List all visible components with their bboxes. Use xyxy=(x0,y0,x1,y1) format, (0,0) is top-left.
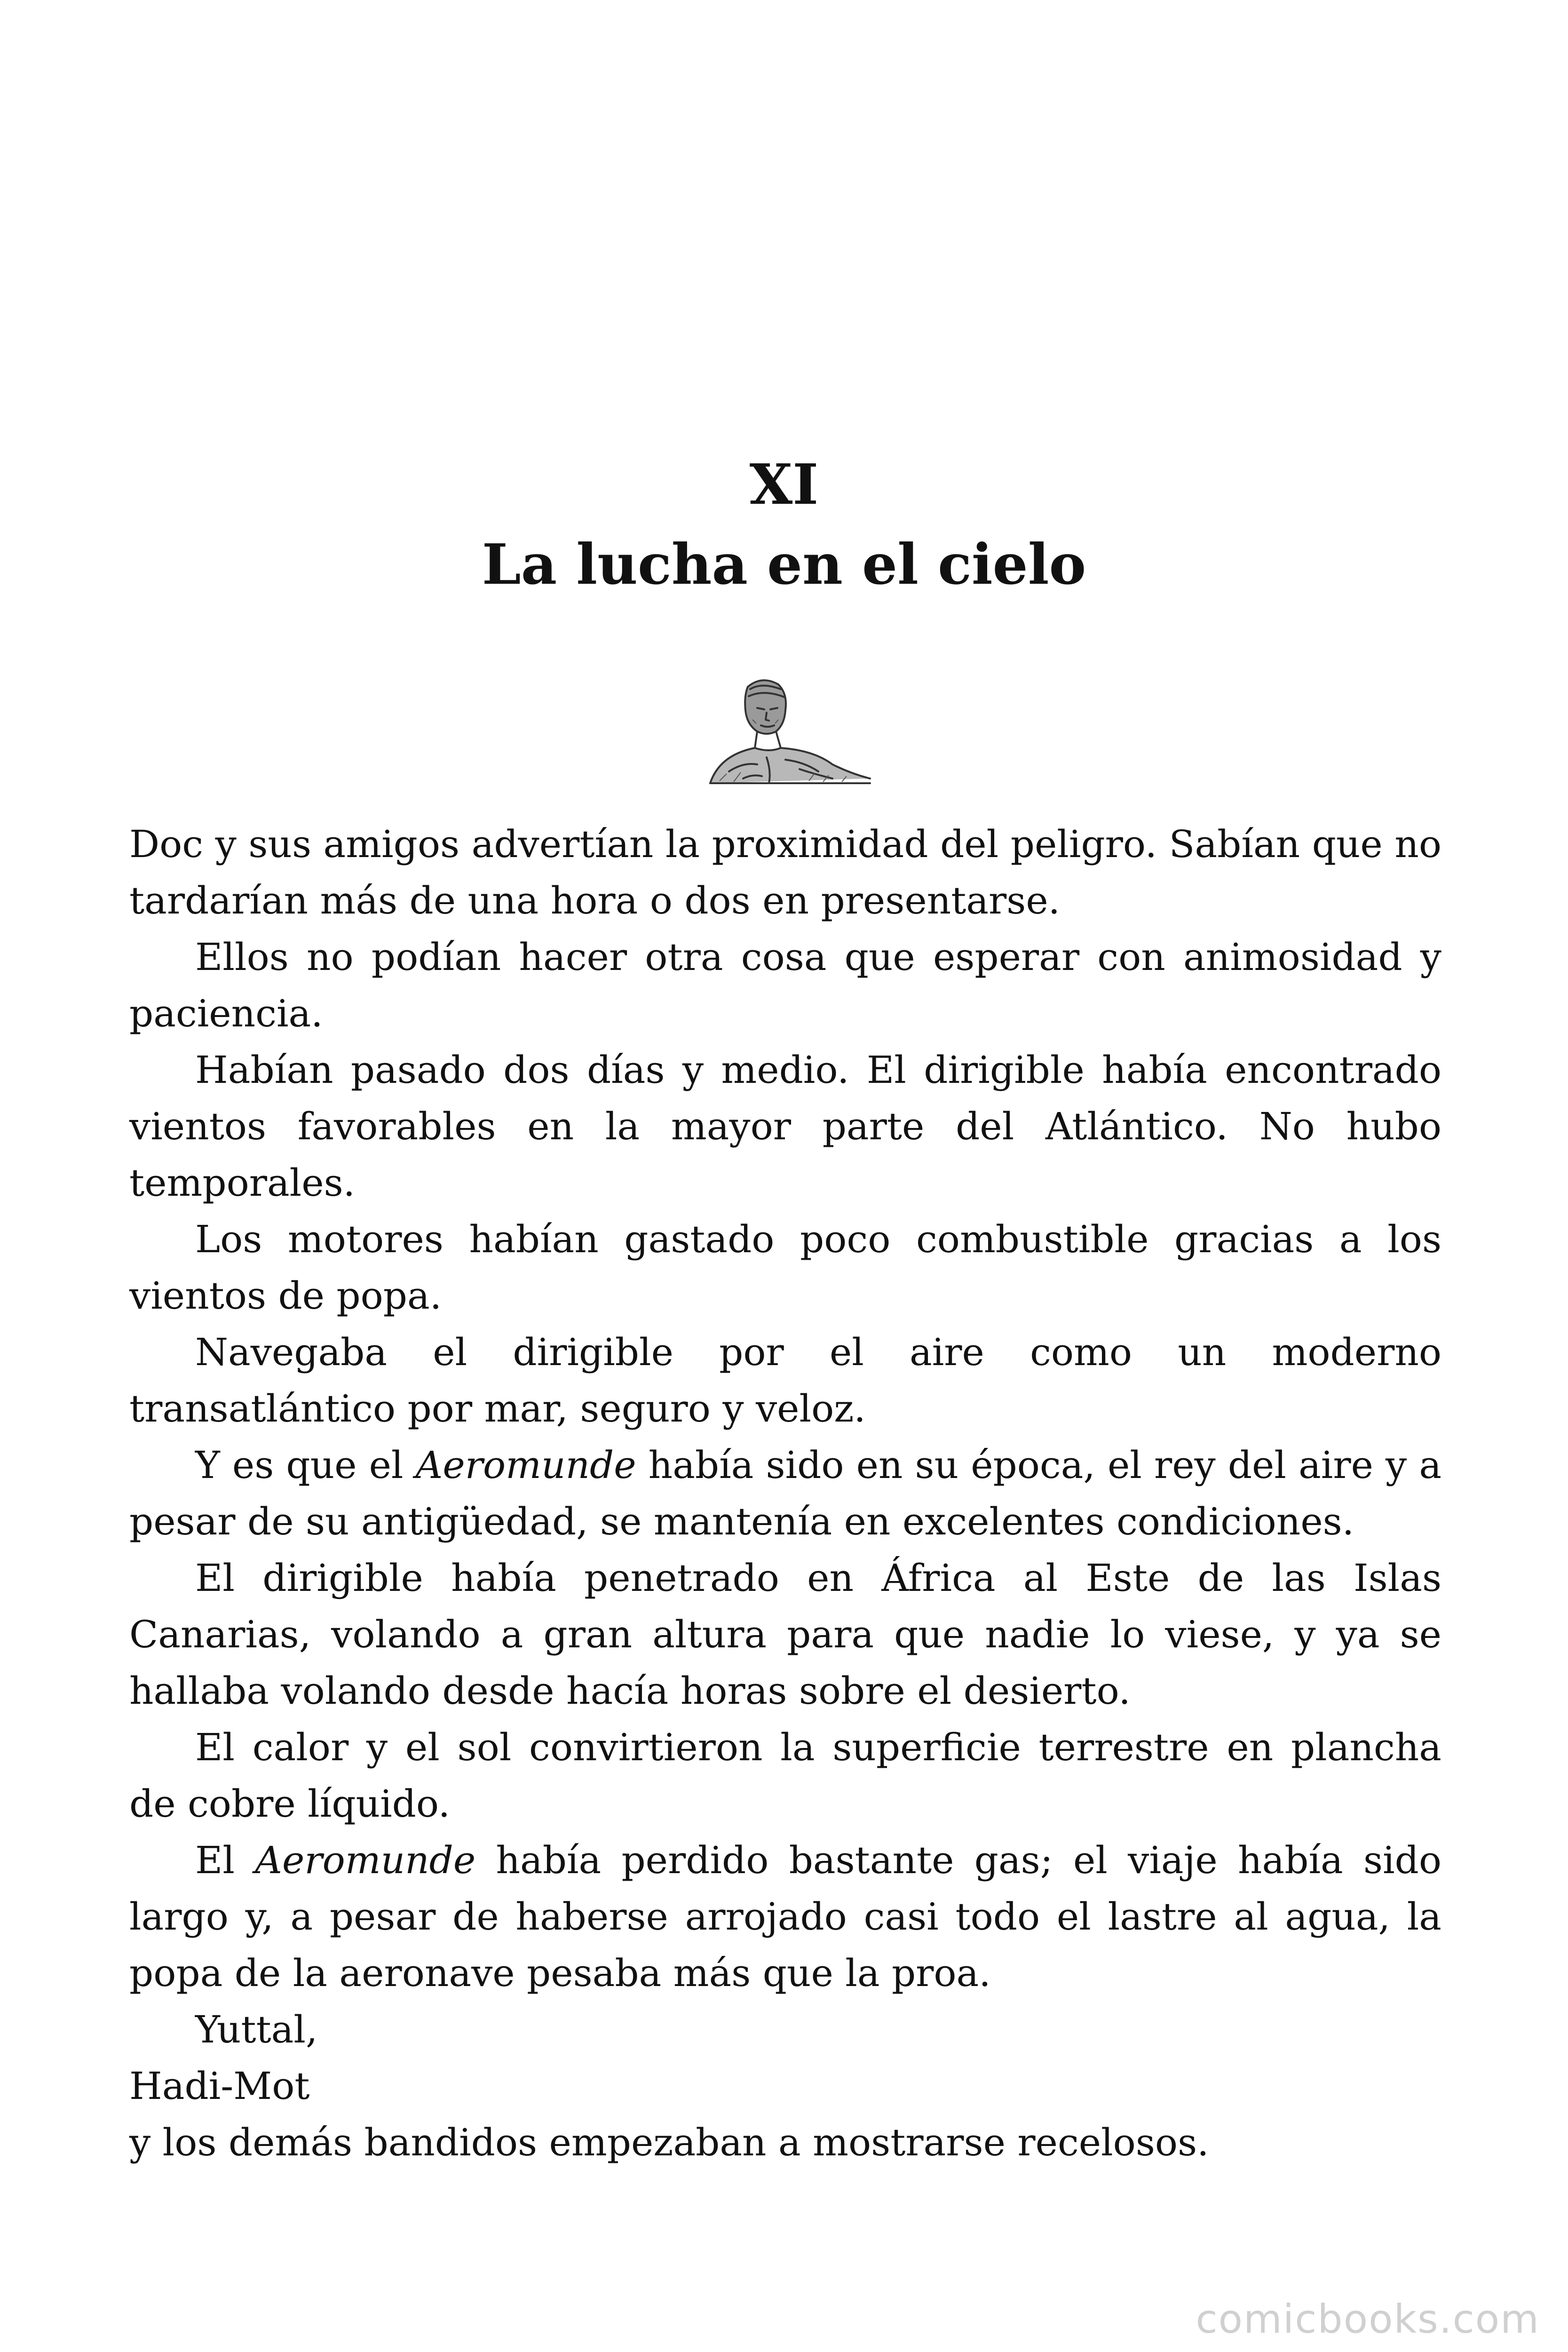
watermark: comicbooks.com xyxy=(1196,2296,1540,2342)
text-run: El xyxy=(195,1838,255,1882)
figure-bust-icon xyxy=(691,673,879,790)
paragraph: Doc y sus amigos advertían la proximidad del peligro. Sabían que no tardarían más de una hora o dos en presentarse. xyxy=(129,822,1441,922)
text-run: había perdido bastante gas; el viaje había sido largo y, a pesar de haberse arrojado casi todo el lastre al agua, la popa de la aeronave pesaba más que la proa. xyxy=(129,1838,1441,1995)
text-run: Y es que el xyxy=(195,1443,416,1487)
paragraph xyxy=(129,1832,1441,2002)
paragraph: y los demás bandidos empezaban a mostrarse recelosos. xyxy=(129,2121,1209,2164)
paragraph: El dirigible había penetrado en África al Este de las Islas Canarias, volando a gran altura para que nadie lo viese, y ya se hallaba volando desde hacía horas sobre el desierto. xyxy=(129,1556,1441,1713)
text-run: había sido en su época, el rey del aire y a pesar de su antigüedad, se mantenía en excelentes condiciones. xyxy=(129,1443,1442,1543)
chapter-title: La lucha en el cielo xyxy=(482,532,1086,597)
chapter-number: XI xyxy=(749,452,819,517)
ship-name: Aeromunde xyxy=(415,1443,636,1487)
paragraph: Habían pasado dos días y medio. El dirigible había encontrado vientos favorables en la mayor parte del Atlántico. No hubo temporales. xyxy=(129,1048,1441,1205)
paragraph: Ellos no podían hacer otra cosa que esperar con animosidad y paciencia. xyxy=(129,935,1441,1035)
paragraph: Yuttal, xyxy=(195,2008,318,2051)
paragraph: El calor y el sol convirtieron la superficie terrestre en plancha de cobre líquido. xyxy=(129,1725,1441,1826)
paragraph: Navegaba el dirigible por el aire como un moderno transatlántico por mar, seguro y veloz. xyxy=(129,1330,1441,1430)
paragraph: Hadi-Mot xyxy=(129,2064,310,2108)
paragraph xyxy=(129,1437,1441,1550)
chapter-text xyxy=(129,816,1441,2171)
paragraph: Los motores habían gastado poco combustible gracias a los vientos de popa. xyxy=(129,1217,1441,1318)
ship-name: Aeromunde xyxy=(255,1838,476,1882)
